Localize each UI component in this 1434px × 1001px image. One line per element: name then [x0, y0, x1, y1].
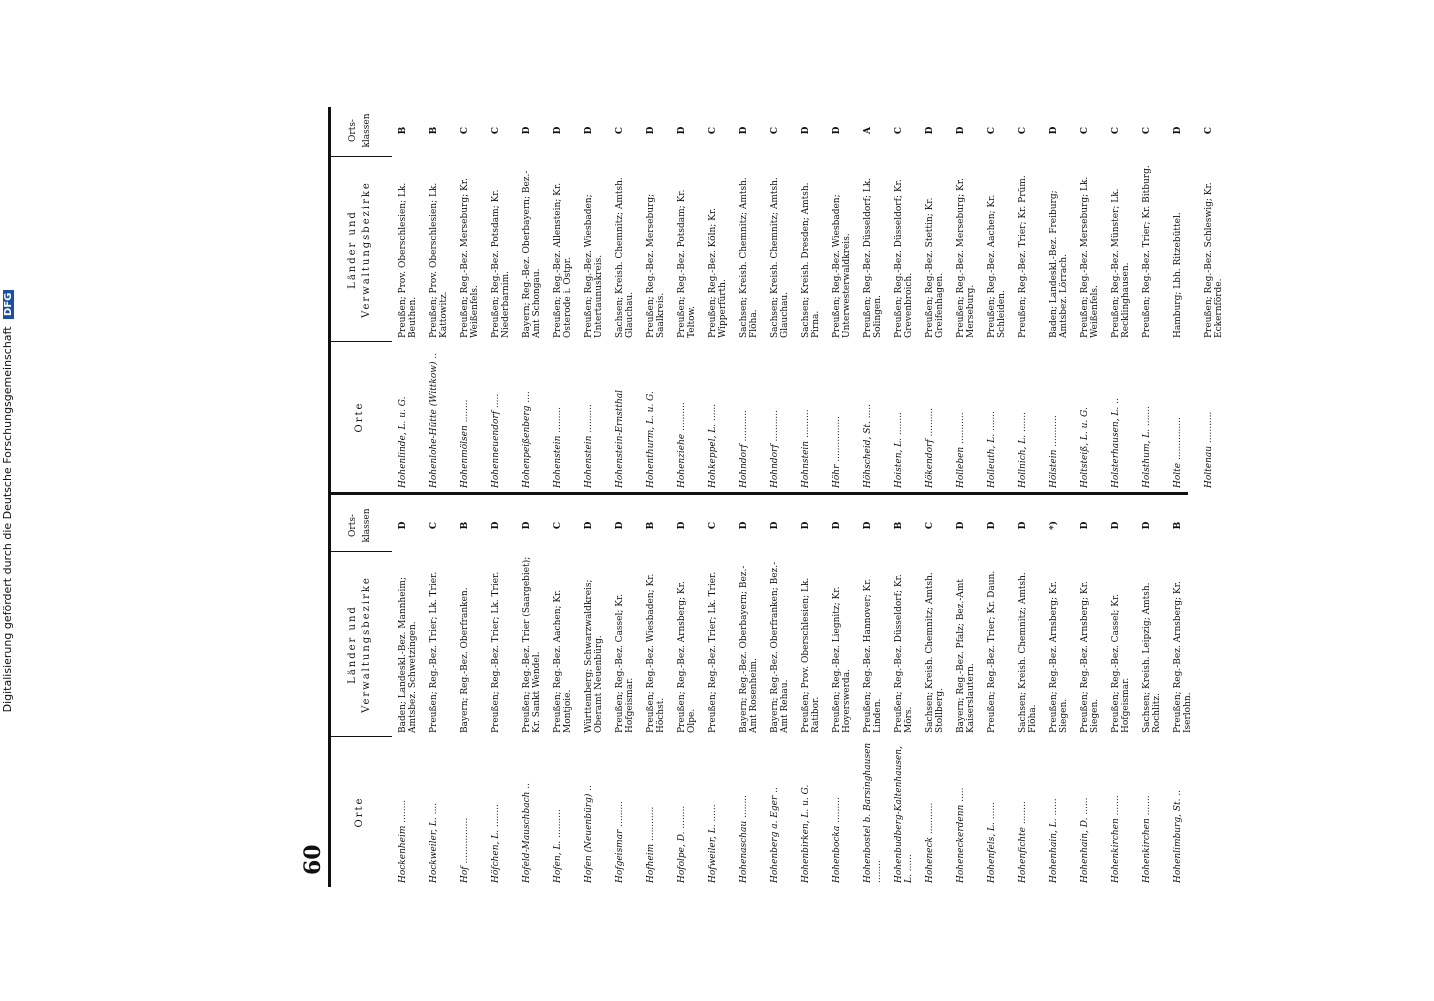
table-row — [708, 104, 739, 492]
place-name: Hohenneuendorf ..... — [491, 393, 501, 488]
district-text: Preußen; Reg.-Bez. Trier; Lk. Trier. — [429, 571, 439, 733]
place-name: Hof ................ — [460, 817, 470, 883]
district-text: Preußen; Reg.-Bez. Cassel; Kr. Hofgeismar. — [1111, 593, 1131, 733]
header-laender: Länder und Verwaltungsbezirke — [328, 156, 392, 342]
district-text: Bayern; Reg.-Bez. Oberbayern; Bez.-Amt Schongau. — [522, 170, 542, 338]
table-row — [429, 499, 460, 887]
table-row — [956, 104, 987, 492]
district-text: Preußen; Reg.-Bez. Trier; Kr. Daun. — [987, 570, 997, 733]
place-name: Höfchen, L. ........ — [491, 804, 501, 883]
table-row — [491, 104, 522, 492]
place-name: Hoisten, L. ........ — [894, 412, 904, 488]
district-text: Preußen; Reg.-Bez. Düsseldorf; Kr. Mörs. — [894, 574, 914, 733]
place-name: Hofweiler, L. ...... — [708, 804, 718, 883]
table-row — [584, 104, 615, 492]
district-text: Preußen; Reg.-Bez. Stettin; Kr. Greifenhagen. — [925, 197, 945, 338]
class-letter: D — [739, 126, 749, 135]
class-letter: B — [398, 126, 408, 135]
place-name: Holsterhausen, L. .. — [1111, 398, 1121, 488]
table-row — [615, 104, 646, 492]
class-letter: *) — [1049, 521, 1059, 530]
table-row — [739, 499, 770, 887]
class-letter: C — [770, 126, 780, 135]
table-row — [770, 499, 801, 887]
table-row — [1018, 499, 1049, 887]
table-row — [677, 104, 708, 492]
district-text: Baden; Landeskl.-Bez. Freiburg; Amtsbez. Lörrach. — [1049, 190, 1069, 338]
place-name: Holleuth, L. ....... — [987, 410, 997, 488]
table-row — [1142, 104, 1173, 492]
place-name: Hohenbocka ......... — [832, 797, 842, 883]
district-text: Preußen; Reg.-Bez. Aachen; Kr. Montjoie. — [553, 589, 573, 733]
district-text: Preußen; Reg.-Bez. Trier; Kr. Prüm. — [1018, 175, 1028, 338]
class-letter: D — [956, 521, 966, 530]
class-letter: D — [987, 521, 997, 530]
dfg-logo: DFG — [3, 290, 14, 319]
class-letter: C — [460, 126, 470, 135]
left-table-header — [328, 499, 392, 887]
place-name: Hohenkirchen ....... — [1111, 795, 1121, 883]
place-name: Hohenhain, D. ...... — [1080, 797, 1090, 883]
class-letter: D — [1173, 126, 1183, 135]
table-row — [553, 499, 584, 887]
district-text: Preußen; Prov. Oberschlesien; Lk. Beuthen. — [398, 182, 418, 338]
place-name: Holsthum, L. ....... — [1142, 406, 1152, 488]
district-text: Preußen; Reg.-Bez. Merseburg; Kr. Merseburg. — [956, 178, 976, 338]
place-name: Hohenthurm, L. u. G. — [646, 391, 656, 488]
class-letter: D — [1111, 521, 1121, 530]
class-letter: B — [460, 521, 470, 530]
class-letter: D — [956, 126, 966, 135]
table-row — [863, 499, 894, 887]
table-row — [894, 104, 925, 492]
class-letter: C — [429, 521, 439, 530]
table-row — [925, 104, 956, 492]
district-text: Preußen; Reg.-Bez. Trier; Lk. Trier. — [708, 571, 718, 733]
place-name: Hohenkirchen ....... — [1142, 795, 1152, 883]
right-table — [328, 104, 1224, 495]
side-note — [1, 1, 23, 1001]
district-text: Preußen; Reg.-Bez. Merseburg; Saalkreis. — [646, 193, 666, 338]
class-letter: D — [677, 521, 687, 530]
class-letter: C — [1018, 126, 1028, 135]
district-text: Preußen; Reg.-Bez. Köln; Kr. Wipperfürth. — [708, 207, 728, 338]
district-text: Sachsen; Kreish. Dresden; Amtsh. Pirna. — [801, 182, 821, 338]
class-letter: C — [708, 126, 718, 135]
class-letter: C — [1204, 126, 1214, 135]
class-letter: B — [429, 126, 439, 135]
class-letter: D — [1080, 521, 1090, 530]
table-row — [1173, 104, 1204, 492]
class-letter: D — [739, 521, 749, 530]
district-text: Preußen; Reg.-Bez. Allenstein; Kr. Osterode i. Ostpr. — [553, 182, 573, 338]
class-letter: C — [925, 521, 935, 530]
header-klassen: Orts-klassen — [348, 113, 372, 148]
class-letter: C — [894, 126, 904, 135]
class-letter: D — [522, 126, 532, 135]
district-text: Preußen; Reg.-Bez. Liegnitz; Kr. Hoyerswerda. — [832, 586, 852, 733]
table-row — [739, 104, 770, 492]
district-text: Württemberg; Schwarzwaldkreis; Oberamt Neuenbürg. — [584, 579, 604, 733]
table-row — [708, 499, 739, 887]
page-number: 60 — [300, 844, 326, 875]
table-row — [801, 499, 832, 887]
class-letter: B — [646, 521, 656, 530]
place-name: Hohenlimburg, St. .. — [1173, 789, 1183, 883]
place-name: Hohenaschau ........ — [739, 795, 749, 883]
left-table — [328, 499, 1193, 887]
district-text: Sachsen; Kreish. Chemnitz; Amtsh. Glauchau. — [615, 177, 635, 338]
right-rows — [398, 104, 1235, 492]
place-name: Hohenbostel b. Barsinghausen ........ — [863, 742, 883, 883]
header-klassen: Orts-klassen — [348, 508, 372, 543]
place-name: Höhscheid, St. ..... — [863, 403, 873, 488]
table-row — [832, 104, 863, 492]
district-text: Preußen; Reg.-Bez. Hannover; Kr. Linden. — [863, 578, 883, 733]
place-name: Hohenmölsen ........ — [460, 399, 470, 488]
table-row — [1080, 104, 1111, 492]
place-name: Hofheim ............ — [646, 806, 656, 883]
class-letter: D — [801, 521, 811, 530]
district-text: Preußen; Reg.-Bez. Wiesbaden; Unterwesterwaldkreis. — [832, 194, 852, 338]
table-row — [429, 104, 460, 492]
district-text: Preußen; Reg.-Bez. Trier (Saargebiet); Kr. Sankt Wendel. — [522, 556, 542, 733]
class-letter: D — [1049, 126, 1059, 135]
place-name: Hohenberg a. Eger .. — [770, 787, 780, 883]
district-text: Preußen; Reg.-Bez. Arnsberg; Kr. Siegen. — [1080, 581, 1100, 733]
district-text: Sachsen; Kreish. Chemnitz; Amtsh. Stollberg. — [925, 572, 945, 733]
place-name: Hoheneck ........... — [925, 802, 935, 883]
place-name: Hohndorf ........... — [739, 409, 749, 488]
class-letter: D — [863, 521, 873, 530]
table-row — [987, 499, 1018, 887]
district-text: Preußen; Reg.-Bez. Aachen; Kr. Schleiden. — [987, 194, 1007, 338]
class-letter: D — [584, 126, 594, 135]
class-letter: D — [1018, 521, 1028, 530]
table-row — [770, 104, 801, 492]
place-name: Hohnstein .......... — [801, 409, 811, 488]
district-text: Bayern; Reg.-Bez. Oberfranken. — [460, 587, 470, 733]
place-name: Hohenbirken, L. u. G. — [801, 784, 811, 883]
place-name: Hofen, L. .......... — [553, 809, 563, 883]
class-letter: C — [1080, 126, 1090, 135]
class-letter: C — [491, 126, 501, 135]
table-row — [801, 104, 832, 492]
district-text: Baden; Landeskl.-Bez. Mannheim; Amtsbez. Schwetzingen. — [398, 577, 418, 733]
district-text: Preußen; Reg.-Bez. Merseburg; Lk. Weißenfels. — [1080, 176, 1100, 338]
rotated-page — [298, 107, 1224, 887]
class-letter: D — [615, 521, 625, 530]
district-text: Preußen; Reg.-Bez. Trier; Kr. Bitburg. — [1142, 165, 1152, 338]
district-text: Preußen; Reg.-Bez. Cassel; Kr. Hofgeismar. — [615, 593, 635, 733]
class-letter: D — [801, 126, 811, 135]
table-row — [1204, 104, 1235, 492]
table-row — [1049, 104, 1080, 492]
place-name: Hohenstein .......... — [584, 404, 594, 488]
place-name: Hofolpe, D. ........ — [677, 805, 687, 883]
district-text: Preußen; Reg.-Bez. Arnsberg; Kr. Iserlohn. — [1173, 581, 1193, 733]
place-name: Hohenstein-Ernstthal — [615, 389, 625, 488]
class-letter: B — [894, 521, 904, 530]
place-name: Hoheneckerdenn ..... — [956, 787, 966, 883]
table-row — [584, 499, 615, 887]
left-rows — [398, 499, 1204, 887]
table-row — [1173, 499, 1204, 887]
table-row — [646, 499, 677, 887]
district-text: Preußen; Reg.-Bez. Düsseldorf; Lk. Solingen. — [863, 177, 883, 338]
place-name: Hohenstein ......... — [553, 406, 563, 488]
table-row — [553, 104, 584, 492]
district-text: Sachsen; Kreish. Chemnitz; Amtsh. Flöha. — [739, 177, 759, 338]
district-text: Preußen; Reg.-Bez. Potsdam; Kr. Niederbarnim. — [491, 189, 511, 338]
district-text: Sachsen; Kreish. Chemnitz; Amtsh. Glauchau. — [770, 177, 790, 338]
table-row — [1018, 104, 1049, 492]
place-name: Hohenfichte ........ — [1018, 801, 1028, 883]
district-text: Hamburg; Lbh. Ritzebüttel. — [1173, 212, 1183, 338]
table-row — [398, 499, 429, 887]
class-letter: C — [1111, 126, 1121, 135]
class-letter: D — [832, 521, 842, 530]
class-letter: C — [615, 126, 625, 135]
table-row — [925, 499, 956, 887]
table-row — [1080, 499, 1111, 887]
table-row — [894, 499, 925, 887]
place-name: Hökendorf .......... — [925, 407, 935, 488]
district-text: Sachsen; Kreish. Leipzig; Amtsh. Rochlitz. — [1142, 582, 1162, 733]
class-letter: D — [584, 521, 594, 530]
district-text: Preußen; Reg.-Bez. Düsseldorf; Kr. Grevenbroich. — [894, 179, 914, 338]
table-row — [863, 104, 894, 492]
class-letter: D — [770, 521, 780, 530]
header-laender: Länder und Verwaltungsbezirke — [328, 551, 392, 737]
place-name: Hohenbudberg-Kaltenhausen, L. ...... — [894, 746, 914, 883]
class-letter: A — [863, 127, 873, 134]
class-letter: D — [832, 126, 842, 135]
table-row — [1049, 499, 1080, 887]
place-name: Hohkeppel, L. ...... — [708, 403, 718, 488]
district-text: Preußen; Reg.-Bez. Münster; Lk. Recklinghausen. — [1111, 188, 1131, 338]
district-text: Bayern; Reg.-Bez. Pfalz; Bez.-Amt Kaiserslautern. — [956, 578, 976, 733]
class-letter: B — [1173, 521, 1183, 530]
right-table-header — [328, 104, 392, 492]
class-letter: D — [522, 521, 532, 530]
district-text: Sachsen; Kreish. Chemnitz; Amtsh. Flöha. — [1018, 572, 1038, 733]
district-text: Preußen; Prov. Oberschlesien; Lk. Ratibor. — [801, 577, 821, 733]
class-letter: D — [646, 126, 656, 135]
place-name: Holleben ........... — [956, 412, 966, 488]
table-row — [460, 104, 491, 492]
place-name: Hohenlohe-Hütte (Wittkow) .. — [429, 352, 439, 488]
place-name: Hockenheim ........ — [398, 799, 408, 883]
table-row — [491, 499, 522, 887]
header-orte: Orte — [328, 341, 392, 492]
place-name: Hohenhain, L. ...... — [1049, 798, 1059, 883]
place-name: Hohenfels, L. ...... — [987, 802, 997, 883]
district-text: Bayern; Reg.-Bez. Oberbayern; Bez.-Amt Rosenheim. — [739, 565, 759, 733]
table-row — [522, 499, 553, 887]
district-text: Preußen; Reg.-Bez. Arnsberg; Kr. Siegen. — [1049, 581, 1069, 733]
table-row — [987, 104, 1018, 492]
table-row — [1111, 104, 1142, 492]
place-name: Hölstein ........... — [1049, 415, 1059, 488]
place-name: Holte ............... — [1173, 417, 1183, 488]
class-letter: D — [677, 126, 687, 135]
district-text: Preußen; Prov. Oberschlesien; Lk. Kattowitz. — [429, 182, 449, 338]
district-text: Preußen; Reg.-Bez. Merseburg; Kr. Weißenfels. — [460, 178, 480, 338]
place-name: Hohenpeißenberg .... — [522, 391, 532, 488]
class-letter: C — [987, 126, 997, 135]
place-name: Hollnich, L. ....... — [1018, 412, 1028, 488]
class-letter: C — [553, 521, 563, 530]
class-letter: D — [1142, 521, 1152, 530]
place-name: Holtenau ........... — [1204, 411, 1214, 488]
place-name: Hofgeismar ......... — [615, 801, 625, 883]
table-row — [646, 104, 677, 492]
table-row — [1111, 499, 1142, 887]
place-name: Hohndorf ........... — [770, 409, 780, 488]
class-letter: D — [398, 521, 408, 530]
table-row — [522, 104, 553, 492]
class-letter: D — [553, 126, 563, 135]
header-orte: Orte — [328, 736, 392, 887]
class-letter: D — [925, 126, 935, 135]
place-name: Höhr ................ — [832, 416, 842, 488]
district-text: Preußen; Reg.-Bez. Trier; Lk. Trier. — [491, 571, 501, 733]
district-text: Preußen; Reg.-Bez. Schleswig; Kr. Eckernförde. — [1204, 182, 1224, 338]
table-row — [956, 499, 987, 887]
place-name: Hofeld-Mauschbach .. — [522, 783, 532, 883]
class-letter: C — [1142, 126, 1152, 135]
table-row — [398, 104, 429, 492]
table-row — [1142, 499, 1173, 887]
place-name: Hohenziehe .......... — [677, 402, 687, 488]
district-text: Preußen; Reg.-Bez. Arnsberg; Kr. Olpe. — [677, 581, 697, 733]
class-letter: D — [491, 521, 501, 530]
place-name: Hockweiler, L. .... — [429, 802, 439, 883]
district-text: Bayern; Reg.-Bez. Oberfranken; Bez.-Amt Rehau. — [770, 561, 790, 733]
side-note-text: Digitalisierung gefördert durch die Deutsche Forschungsgemeinschaft — [1, 326, 14, 713]
district-text: Preußen; Reg.-Bez. Wiesbaden; Kr. Höchst. — [646, 573, 666, 733]
table-row — [460, 499, 491, 887]
district-text: Preußen; Reg.-Bez. Wiesbaden; Untertaunuskreis. — [584, 194, 604, 338]
class-letter: C — [708, 521, 718, 530]
place-name: Holtsteiß, L. u. G. — [1080, 407, 1090, 488]
table-row — [615, 499, 646, 887]
table-row — [832, 499, 863, 887]
district-text: Preußen; Reg.-Bez. Potsdam; Kr. Teltow. — [677, 189, 697, 338]
place-name: Hohenlinde, L. u. G. — [398, 396, 408, 488]
table-row — [677, 499, 708, 887]
place-name: Hofen (Neuenbürg) .. — [584, 785, 594, 883]
